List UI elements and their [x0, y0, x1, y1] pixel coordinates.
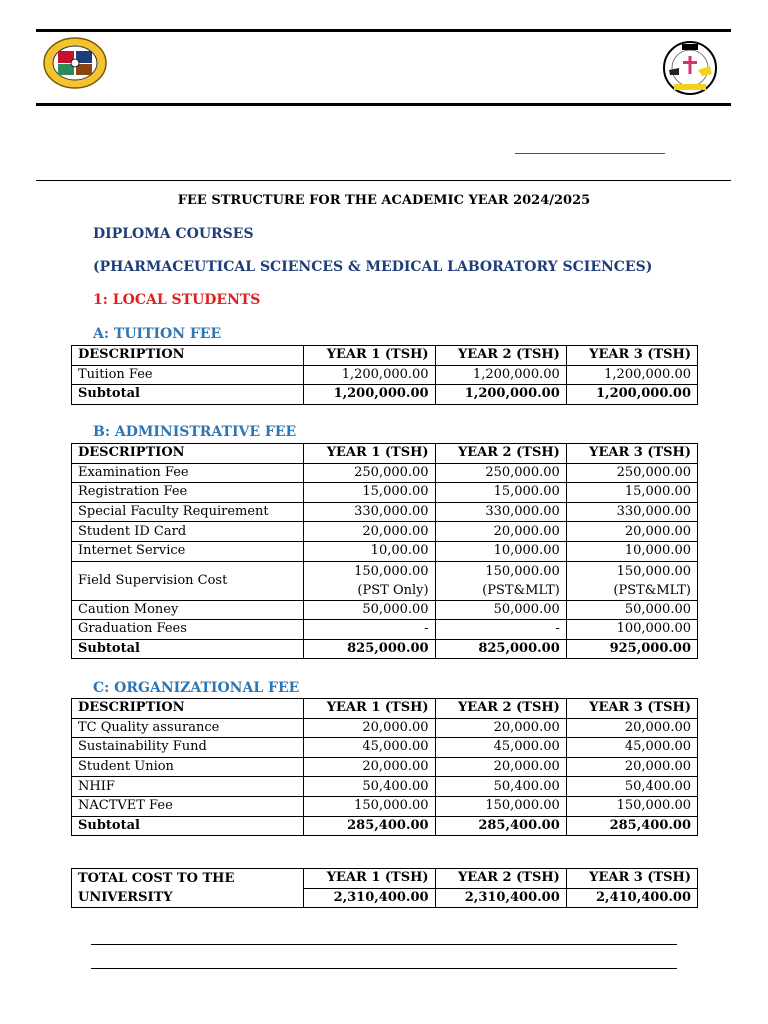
row-description: Examination Fee	[72, 463, 304, 483]
row-year-1: 330,000.00	[304, 502, 435, 522]
row-description: Student Union	[72, 757, 304, 777]
table-row	[72, 777, 698, 797]
header-year-1: YEAR 1 (TSH)	[304, 346, 435, 366]
row-year-1: 50,000.00	[304, 600, 435, 620]
header-description: DESCRIPTION	[72, 444, 304, 464]
header-year-1: YEAR 1 (TSH)	[304, 444, 435, 464]
total-year-3: 2,410,400.00	[566, 888, 697, 908]
row-year-3: 50,400.00	[566, 777, 697, 797]
row-year-2: 45,000.00	[435, 738, 566, 758]
row-year-1: 20,000.00	[304, 757, 435, 777]
row-description: Special Faculty Requirement	[72, 502, 304, 522]
table-row	[72, 502, 698, 522]
row-year-3: 150,000.00	[566, 796, 697, 816]
header-year-2: YEAR 2 (TSH)	[435, 699, 566, 719]
row-year-3: 20,000.00	[566, 522, 697, 542]
subtotal-year-1: 1,200,000.00	[304, 385, 435, 405]
value: 150,000.00	[354, 563, 429, 579]
header-year-1: YEAR 1 (TSH)	[304, 869, 435, 889]
row-description: Tuition Fee	[72, 365, 304, 385]
subtotal-year-3: 285,400.00	[566, 816, 697, 836]
row-description: NHIF	[72, 777, 304, 797]
header-year-2: YEAR 2 (TSH)	[435, 444, 566, 464]
row-year-1: 10,00.00	[304, 541, 435, 561]
row-year-2	[435, 561, 566, 600]
subtotal-year-1: 285,400.00	[304, 816, 435, 836]
row-year-3: 250,000.00	[566, 463, 697, 483]
right-college-logo	[660, 40, 720, 98]
student-category: 1: LOCAL STUDENTS	[93, 292, 261, 308]
table-row	[72, 365, 698, 385]
row-description: Internet Service	[72, 541, 304, 561]
table-row	[72, 796, 698, 816]
note: (PST&MLT)	[613, 582, 691, 598]
row-year-3	[566, 561, 697, 600]
value: 150,000.00	[485, 563, 560, 579]
subtotal-row	[72, 816, 698, 836]
row-year-2: 20,000.00	[435, 757, 566, 777]
header-year-2: YEAR 2 (TSH)	[435, 346, 566, 366]
administrative-section-heading: B: ADMINISTRATIVE FEE	[93, 424, 297, 440]
row-description: Registration Fee	[72, 483, 304, 503]
subtotal-year-2: 825,000.00	[435, 639, 566, 659]
footer-rule-2	[91, 968, 677, 969]
row-year-1: 150,000.00	[304, 796, 435, 816]
header-bottom-rule	[36, 103, 731, 106]
row-year-1: 50,400.00	[304, 777, 435, 797]
row-year-3: 10,000.00	[566, 541, 697, 561]
row-year-2: 50,000.00	[435, 600, 566, 620]
table-row	[72, 463, 698, 483]
row-year-2: 330,000.00	[435, 502, 566, 522]
program-heading: DIPLOMA COURSES	[93, 226, 254, 242]
note: (PST Only)	[357, 582, 429, 598]
total-year-2: 2,310,400.00	[435, 888, 566, 908]
total-label: TOTAL COST TO THE UNIVERSITY	[72, 869, 304, 908]
header-year-3: YEAR 3 (TSH)	[566, 444, 697, 464]
footer-rule-1	[91, 944, 677, 945]
row-year-2: 1,200,000.00	[435, 365, 566, 385]
left-institution-logo	[42, 36, 108, 90]
header-year-3: YEAR 3 (TSH)	[566, 699, 697, 719]
subtotal-row	[72, 639, 698, 659]
row-description: Sustainability Fund	[72, 738, 304, 758]
header-description: DESCRIPTION	[72, 346, 304, 366]
table-header-row	[72, 346, 698, 366]
row-year-1: 250,000.00	[304, 463, 435, 483]
program-detail: (PHARMACEUTICAL SCIENCES & MEDICAL LABORATORY SCIENCES)	[93, 259, 653, 275]
total-cost-table	[71, 868, 698, 908]
tuition-fee-table	[71, 345, 698, 405]
row-year-2: 10,000.00	[435, 541, 566, 561]
row-year-1: -	[304, 620, 435, 640]
row-year-2: 20,000.00	[435, 522, 566, 542]
organizational-fee-table	[71, 698, 698, 836]
total-header-row	[72, 869, 698, 889]
row-year-3: 1,200,000.00	[566, 365, 697, 385]
subtotal-year-1: 825,000.00	[304, 639, 435, 659]
subtotal-year-2: 285,400.00	[435, 816, 566, 836]
email-link-underline[interactable]	[515, 153, 665, 154]
subtotal-label: Subtotal	[72, 816, 304, 836]
row-year-2: -	[435, 620, 566, 640]
page-title: FEE STRUCTURE FOR THE ACADEMIC YEAR 2024/2025	[177, 193, 591, 208]
row-year-3: 15,000.00	[566, 483, 697, 503]
subtotal-label: Subtotal	[72, 385, 304, 405]
header-year-2: YEAR 2 (TSH)	[435, 869, 566, 889]
row-year-2: 150,000.00	[435, 796, 566, 816]
row-description: TC Quality assurance	[72, 718, 304, 738]
subtotal-row	[72, 385, 698, 405]
administrative-fee-table	[71, 443, 698, 659]
table-row	[72, 483, 698, 503]
row-year-2: 15,000.00	[435, 483, 566, 503]
row-year-1: 20,000.00	[304, 522, 435, 542]
row-year-3: 50,000.00	[566, 600, 697, 620]
tuition-section-heading: A: TUITION FEE	[93, 326, 222, 342]
row-description: Caution Money	[72, 600, 304, 620]
total-year-1: 2,310,400.00	[304, 888, 435, 908]
row-year-2: 250,000.00	[435, 463, 566, 483]
table-row	[72, 757, 698, 777]
section-divider	[36, 180, 731, 181]
row-description: Student ID Card	[72, 522, 304, 542]
row-year-2: 20,000.00	[435, 718, 566, 738]
subtotal-label: Subtotal	[72, 639, 304, 659]
table-row-field-supervision	[72, 561, 698, 600]
table-row	[72, 620, 698, 640]
row-year-1: 45,000.00	[304, 738, 435, 758]
subtotal-year-3: 1,200,000.00	[566, 385, 697, 405]
row-year-1: 1,200,000.00	[304, 365, 435, 385]
table-row	[72, 718, 698, 738]
table-row	[72, 600, 698, 620]
row-year-3: 100,000.00	[566, 620, 697, 640]
table-row	[72, 522, 698, 542]
row-description: NACTVET Fee	[72, 796, 304, 816]
table-header-row	[72, 699, 698, 719]
row-year-1	[304, 561, 435, 600]
header-description: DESCRIPTION	[72, 699, 304, 719]
subtotal-year-2: 1,200,000.00	[435, 385, 566, 405]
header-year-3: YEAR 3 (TSH)	[566, 869, 697, 889]
header-year-1: YEAR 1 (TSH)	[304, 699, 435, 719]
row-year-3: 45,000.00	[566, 738, 697, 758]
row-year-1: 20,000.00	[304, 718, 435, 738]
table-row	[72, 738, 698, 758]
table-header-row	[72, 444, 698, 464]
organizational-section-heading: C: ORGANIZATIONAL FEE	[93, 680, 300, 696]
header-top-rule	[36, 29, 731, 32]
row-description: Field Supervision Cost	[72, 561, 304, 600]
header-year-3: YEAR 3 (TSH)	[566, 346, 697, 366]
subtotal-year-3: 925,000.00	[566, 639, 697, 659]
row-year-2: 50,400.00	[435, 777, 566, 797]
note: (PST&MLT)	[482, 582, 560, 598]
row-year-3: 20,000.00	[566, 718, 697, 738]
row-year-3: 330,000.00	[566, 502, 697, 522]
value: 150,000.00	[616, 563, 691, 579]
table-row	[72, 541, 698, 561]
row-year-3: 20,000.00	[566, 757, 697, 777]
row-description: Graduation Fees	[72, 620, 304, 640]
row-year-1: 15,000.00	[304, 483, 435, 503]
